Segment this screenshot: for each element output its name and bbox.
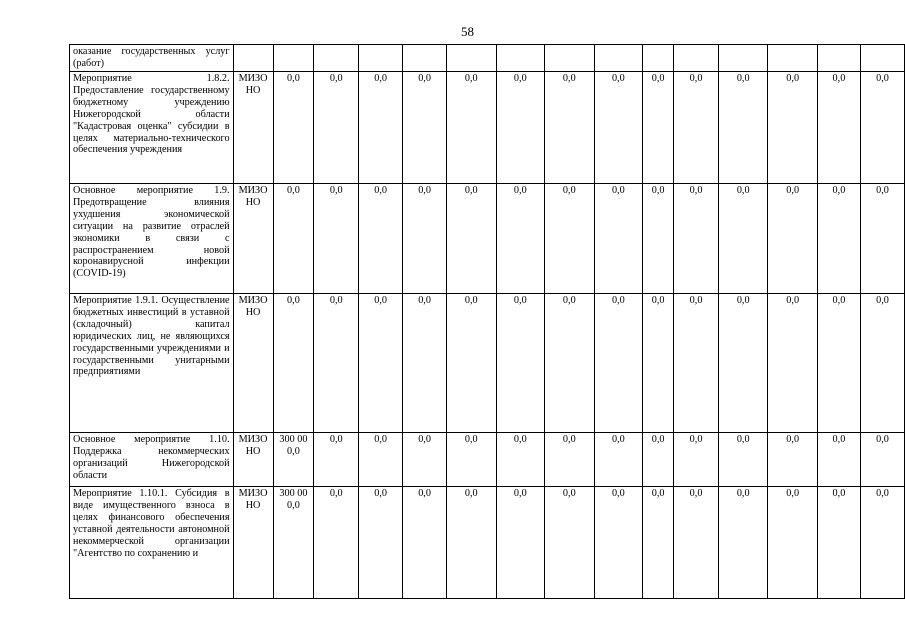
activity-description: Мероприятие 1.9.1. Осуществление бюджетных инвестиций в уставной (складочный) капитал юридических лиц, не являющихся государственными учреждениями и государственными унитарными предприятиями — [70, 294, 234, 433]
executor-cell: МИЗО НО — [233, 72, 273, 184]
amount-cell — [545, 45, 594, 72]
amount-cell: 0,0 — [545, 487, 594, 599]
amount-cell: 0,0 — [817, 487, 860, 599]
amount-cell: 0,0 — [674, 72, 719, 184]
amount-cell: 0,0 — [643, 433, 674, 487]
table-row — [70, 433, 905, 487]
amount-cell — [496, 45, 545, 72]
executor-cell — [233, 45, 273, 72]
amount-cell — [359, 45, 403, 72]
table-row — [70, 72, 905, 184]
amount-cell: 0,0 — [643, 184, 674, 294]
table-row — [70, 45, 905, 72]
amount-cell: 0,0 — [273, 294, 314, 433]
amount-cell: 0,0 — [718, 184, 767, 294]
amount-cell: 0,0 — [359, 184, 403, 294]
amount-cell: 0,0 — [447, 433, 496, 487]
amount-cell: 300 000,0 — [273, 487, 314, 599]
executor-cell: МИЗО НО — [233, 487, 273, 599]
amount-cell: 0,0 — [496, 294, 545, 433]
amount-cell — [273, 45, 314, 72]
activity-description: Основное мероприятие 1.9. Предотвращение влияния ухудшения экономической ситуации на развитие отраслей экономики в связи с распространением новой коронавирусной инфекции (COVID-19) — [70, 184, 234, 294]
amount-cell: 0,0 — [314, 294, 359, 433]
amount-cell — [674, 45, 719, 72]
amount-cell: 0,0 — [314, 184, 359, 294]
amount-cell: 0,0 — [314, 72, 359, 184]
amount-cell: 0,0 — [768, 433, 817, 487]
page-number: 58 — [461, 24, 474, 39]
amount-cell: 0,0 — [860, 433, 904, 487]
amount-cell: 0,0 — [447, 184, 496, 294]
table-row — [70, 487, 905, 599]
amount-cell — [447, 45, 496, 72]
amount-cell: 0,0 — [496, 433, 545, 487]
executor-cell: МИЗО НО — [233, 184, 273, 294]
amount-cell: 0,0 — [496, 184, 545, 294]
amount-cell: 0,0 — [359, 72, 403, 184]
amount-cell: 0,0 — [817, 72, 860, 184]
amount-cell: 0,0 — [359, 433, 403, 487]
amount-cell: 300 000,0 — [273, 433, 314, 487]
amount-cell: 0,0 — [643, 294, 674, 433]
activity-description: оказание государственных услуг (работ) — [70, 45, 234, 72]
amount-cell: 0,0 — [496, 487, 545, 599]
amount-cell: 0,0 — [860, 487, 904, 599]
amount-cell: 0,0 — [860, 294, 904, 433]
amount-cell: 0,0 — [594, 184, 643, 294]
amount-cell — [643, 45, 674, 72]
amount-cell: 0,0 — [674, 433, 719, 487]
amount-cell: 0,0 — [860, 72, 904, 184]
activity-description: Основное мероприятие 1.10. Поддержка некоммерческих организаций Нижегородской области — [70, 433, 234, 487]
amount-cell — [768, 45, 817, 72]
amount-cell: 0,0 — [594, 294, 643, 433]
amount-cell — [817, 45, 860, 72]
amount-cell — [403, 45, 447, 72]
amount-cell: 0,0 — [718, 433, 767, 487]
amount-cell: 0,0 — [403, 294, 447, 433]
executor-cell: МИЗО НО — [233, 433, 273, 487]
amount-cell: 0,0 — [359, 294, 403, 433]
amount-cell: 0,0 — [674, 184, 719, 294]
budget-table — [69, 44, 905, 599]
amount-cell: 0,0 — [359, 487, 403, 599]
amount-cell: 0,0 — [545, 184, 594, 294]
amount-cell: 0,0 — [594, 72, 643, 184]
amount-cell — [314, 45, 359, 72]
amount-cell: 0,0 — [768, 184, 817, 294]
amount-cell — [860, 45, 904, 72]
amount-cell: 0,0 — [447, 72, 496, 184]
amount-cell: 0,0 — [314, 487, 359, 599]
amount-cell: 0,0 — [768, 72, 817, 184]
amount-cell: 0,0 — [718, 294, 767, 433]
amount-cell: 0,0 — [817, 294, 860, 433]
amount-cell: 0,0 — [594, 487, 643, 599]
amount-cell: 0,0 — [545, 72, 594, 184]
amount-cell: 0,0 — [594, 433, 643, 487]
activity-description: Мероприятие 1.10.1. Субсидия в виде имущественного взноса в целях финансового обеспечения уставной деятельности автономной некоммерческой организации "Агентство по сохранению и — [70, 487, 234, 599]
amount-cell: 0,0 — [643, 487, 674, 599]
amount-cell: 0,0 — [496, 72, 545, 184]
amount-cell: 0,0 — [314, 433, 359, 487]
amount-cell: 0,0 — [403, 72, 447, 184]
amount-cell: 0,0 — [674, 294, 719, 433]
amount-cell: 0,0 — [718, 72, 767, 184]
table-row — [70, 184, 905, 294]
executor-cell: МИЗО НО — [233, 294, 273, 433]
amount-cell — [594, 45, 643, 72]
amount-cell — [718, 45, 767, 72]
amount-cell: 0,0 — [273, 184, 314, 294]
amount-cell: 0,0 — [403, 184, 447, 294]
amount-cell: 0,0 — [447, 294, 496, 433]
amount-cell: 0,0 — [860, 184, 904, 294]
amount-cell: 0,0 — [817, 433, 860, 487]
amount-cell: 0,0 — [768, 487, 817, 599]
amount-cell: 0,0 — [817, 184, 860, 294]
amount-cell: 0,0 — [643, 72, 674, 184]
amount-cell: 0,0 — [768, 294, 817, 433]
activity-description: Мероприятие 1.8.2. Предоставление государственному бюджетному учреждению Нижегородской области "Кадастровая оценка" субсидии в целях материально-технического обеспечения учреждения — [70, 72, 234, 184]
table-row — [70, 294, 905, 433]
amount-cell: 0,0 — [718, 487, 767, 599]
amount-cell: 0,0 — [545, 294, 594, 433]
amount-cell: 0,0 — [403, 487, 447, 599]
amount-cell: 0,0 — [674, 487, 719, 599]
amount-cell: 0,0 — [447, 487, 496, 599]
amount-cell: 0,0 — [545, 433, 594, 487]
amount-cell: 0,0 — [403, 433, 447, 487]
amount-cell: 0,0 — [273, 72, 314, 184]
